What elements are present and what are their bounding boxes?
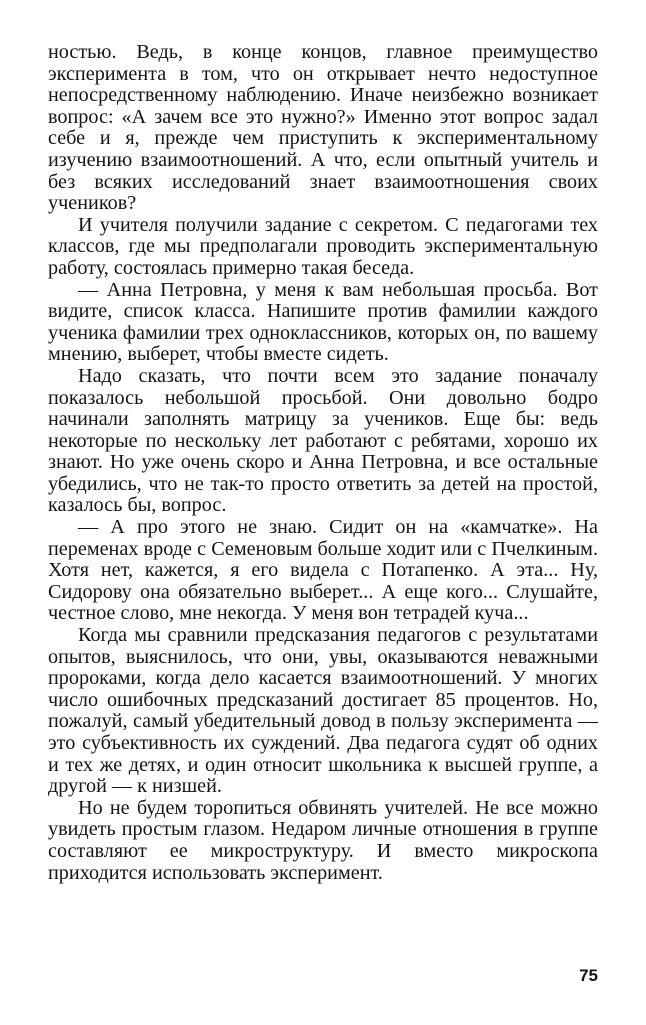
page-body bbox=[48, 42, 598, 884]
paragraph: Когда мы сравнили предсказания педагогов с результатами опытов, выяснилось, что они, увы, оказываются неважными пророками, когда дело касается взаимоотношений. У многих число ошибочных предсказаний достигает 85 процентов. Но, пожалуй, самый убедительный довод в пользу эксперимента — это субъективность их суждений. Два педагога судят об одних и тех же детях, и один относит школьника к высшей группе, а другой — к низшей. bbox=[48, 624, 598, 798]
paragraph-dialogue: — А про этого не знаю. Сидит он на «камчатке». На переменах вроде с Семеновым больше ходит или с Пчелкиным. Хотя нет, кажется, я его видела с Потапенко. А эта... Ну, Сидорову она обязательно выберет... А еще кого... Слушайте, честное слово, мне некогда. У меня вон тетрадей куча... bbox=[48, 516, 598, 625]
paragraph: Но не будем торопиться обвинять учителей. Не все можно увидеть простым глазом. Недаром личные отношения в группе составляют ее микроструктуру. И вместо микроскопа приходится использовать эксперимент. bbox=[48, 796, 598, 884]
paragraph: И учителя получили задание с секретом. С педагогами тех классов, где мы предполагали проводить экспериментальную работу, состоялась примерно такая беседа. bbox=[48, 213, 598, 279]
paragraph-dialogue: — Анна Петровна, у меня к вам небольшая просьба. Вот видите, список класса. Напишите против фамилии каждого ученика фамилии трех одноклассников, которых он, по вашему мнению, выберет, чтобы вместе сидеть. bbox=[48, 278, 598, 366]
paragraph: Надо сказать, что почти всем это задание поначалу показалось небольшой просьбой. Они довольно бодро начинали заполнять матрицу за учеников. Еще бы: ведь некоторые по нескольку лет работают с ребятами, хорошо их знают. Но уже очень скоро и Анна Петровна, и все остальные убедились, что не так-то просто ответить за детей на простой, казалось бы, вопрос. bbox=[48, 364, 598, 517]
paragraph-continuation: ностью. Ведь, в конце концов, главное преимущество эксперимента в том, что он открывает нечто недоступное непосредственному наблюдению. Иначе неизбежно возникает вопрос: «А зачем все это нужно?» Именно этот вопрос задал себе и я, прежде чем приступить к экспериментальному изучению взаимоотношений. А что, если опытный учитель и без всяких исследований знает взаимоотношения своих учеников? bbox=[48, 41, 598, 215]
page-number: 75 bbox=[579, 966, 598, 985]
